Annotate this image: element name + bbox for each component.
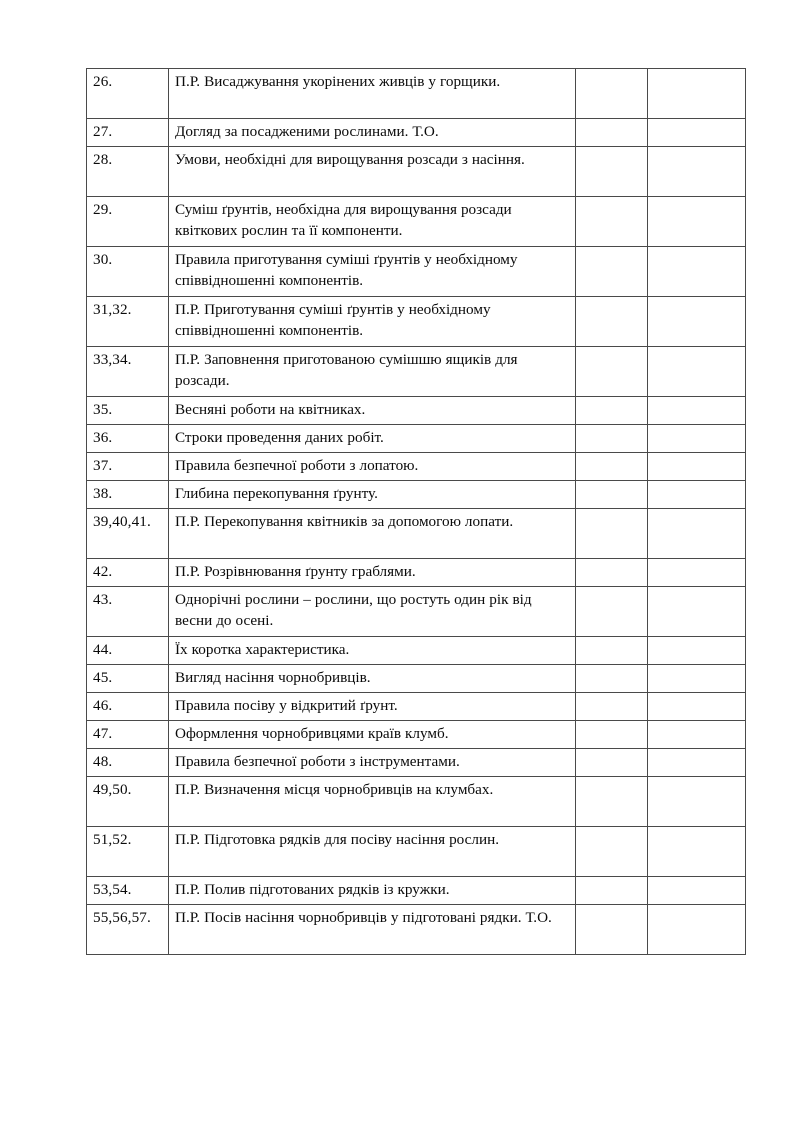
table-row: [87, 425, 746, 453]
table-row: [87, 247, 746, 297]
row-description-cell: Умови, необхідні для вирощування розсади з насіння.: [169, 147, 576, 197]
row-description-cell: П.Р. Підготовка рядків для посіву насіння рослин.: [169, 827, 576, 877]
table-row: [87, 119, 746, 147]
row-blank-cell-2: [648, 397, 746, 425]
row-blank-cell-2: [648, 347, 746, 397]
row-blank-cell-2: [648, 69, 746, 119]
row-number-cell: 31,32.: [87, 297, 169, 347]
table-row: [87, 587, 746, 637]
row-blank-cell-2: [648, 905, 746, 955]
row-blank-cell-1: [576, 119, 648, 147]
row-blank-cell-1: [576, 425, 648, 453]
row-blank-cell-1: [576, 147, 648, 197]
row-blank-cell-2: [648, 827, 746, 877]
row-blank-cell-2: [648, 587, 746, 637]
row-blank-cell-2: [648, 197, 746, 247]
table-row: [87, 397, 746, 425]
row-description-cell: П.Р. Полив підготованих рядків із кружки.: [169, 877, 576, 905]
row-blank-cell-1: [576, 247, 648, 297]
row-number-cell: 51,52.: [87, 827, 169, 877]
row-blank-cell-1: [576, 297, 648, 347]
row-number-cell: 27.: [87, 119, 169, 147]
row-description-cell: Суміш ґрунтів, необхідна для вирощування розсади квіткових рослин та її компоненти.: [169, 197, 576, 247]
table-row: [87, 749, 746, 777]
row-blank-cell-1: [576, 559, 648, 587]
row-description-cell: Вигляд насіння чорнобривців.: [169, 665, 576, 693]
row-blank-cell-1: [576, 749, 648, 777]
row-number-cell: 39,40,41.: [87, 509, 169, 559]
row-number-cell: 49,50.: [87, 777, 169, 827]
row-blank-cell-1: [576, 637, 648, 665]
table-row: [87, 481, 746, 509]
row-blank-cell-1: [576, 777, 648, 827]
row-number-cell: 29.: [87, 197, 169, 247]
row-description-cell: Строки проведення даних робіт.: [169, 425, 576, 453]
table-row: [87, 827, 746, 877]
row-number-cell: 36.: [87, 425, 169, 453]
table-row: [87, 721, 746, 749]
row-blank-cell-1: [576, 69, 648, 119]
row-blank-cell-1: [576, 197, 648, 247]
row-blank-cell-2: [648, 297, 746, 347]
row-blank-cell-2: [648, 559, 746, 587]
row-blank-cell-1: [576, 347, 648, 397]
row-number-cell: 45.: [87, 665, 169, 693]
table-row: [87, 665, 746, 693]
row-blank-cell-2: [648, 481, 746, 509]
row-blank-cell-1: [576, 827, 648, 877]
table-row: [87, 877, 746, 905]
table-row: [87, 509, 746, 559]
row-description-cell: П.Р. Заповнення приготованою сумішшю ящиків для розсади.: [169, 347, 576, 397]
table-body: [87, 69, 746, 955]
table-row: [87, 297, 746, 347]
row-blank-cell-1: [576, 453, 648, 481]
row-description-cell: Правила безпечної роботи з інструментами.: [169, 749, 576, 777]
row-description-cell: П.Р. Розрівнювання ґрунту граблями.: [169, 559, 576, 587]
table-row: [87, 777, 746, 827]
row-description-cell: Оформлення чорнобривцями країв клумб.: [169, 721, 576, 749]
row-description-cell: П.Р. Перекопування квітників за допомогою лопати.: [169, 509, 576, 559]
row-number-cell: 53,54.: [87, 877, 169, 905]
row-number-cell: 47.: [87, 721, 169, 749]
row-description-cell: Весняні роботи на квітниках.: [169, 397, 576, 425]
table-row: [87, 147, 746, 197]
table-row: [87, 69, 746, 119]
row-blank-cell-2: [648, 877, 746, 905]
table-row: [87, 347, 746, 397]
row-description-cell: Догляд за посадженими рослинами. Т.О.: [169, 119, 576, 147]
row-number-cell: 33,34.: [87, 347, 169, 397]
row-description-cell: Правила посіву у відкритий ґрунт.: [169, 693, 576, 721]
row-number-cell: 44.: [87, 637, 169, 665]
table-row: [87, 905, 746, 955]
row-number-cell: 30.: [87, 247, 169, 297]
row-blank-cell-1: [576, 397, 648, 425]
lesson-plan-table: [86, 68, 746, 955]
row-blank-cell-1: [576, 693, 648, 721]
row-number-cell: 55,56,57.: [87, 905, 169, 955]
row-blank-cell-2: [648, 147, 746, 197]
row-blank-cell-1: [576, 721, 648, 749]
table-row: [87, 637, 746, 665]
row-description-cell: П.Р. Посів насіння чорнобривців у підготовані рядки. Т.О.: [169, 905, 576, 955]
table-row: [87, 197, 746, 247]
row-number-cell: 46.: [87, 693, 169, 721]
row-number-cell: 43.: [87, 587, 169, 637]
row-blank-cell-2: [648, 509, 746, 559]
row-description-cell: П.Р. Висаджування укорінених живців у горщики.: [169, 69, 576, 119]
table-row: [87, 559, 746, 587]
row-description-cell: Правила приготування суміші ґрунтів у необхідному співвідношенні компонентів.: [169, 247, 576, 297]
row-blank-cell-1: [576, 905, 648, 955]
row-number-cell: 48.: [87, 749, 169, 777]
row-description-cell: П.Р. Визначення місця чорнобривців на клумбах.: [169, 777, 576, 827]
table-row: [87, 453, 746, 481]
row-blank-cell-2: [648, 425, 746, 453]
row-blank-cell-2: [648, 721, 746, 749]
row-blank-cell-1: [576, 877, 648, 905]
row-blank-cell-2: [648, 119, 746, 147]
row-description-cell: Їх коротка характеристика.: [169, 637, 576, 665]
row-description-cell: П.Р. Приготування суміші ґрунтів у необхідному співвідношенні компонентів.: [169, 297, 576, 347]
row-description-cell: Правила безпечної роботи з лопатою.: [169, 453, 576, 481]
row-number-cell: 42.: [87, 559, 169, 587]
table-row: [87, 693, 746, 721]
row-blank-cell-2: [648, 453, 746, 481]
row-blank-cell-2: [648, 665, 746, 693]
row-blank-cell-2: [648, 777, 746, 827]
row-blank-cell-2: [648, 749, 746, 777]
row-description-cell: Однорічні рослини – рослини, що ростуть один рік від весни до осені.: [169, 587, 576, 637]
row-description-cell: Глибина перекопування ґрунту.: [169, 481, 576, 509]
row-number-cell: 26.: [87, 69, 169, 119]
row-blank-cell-2: [648, 247, 746, 297]
row-blank-cell-2: [648, 693, 746, 721]
row-blank-cell-1: [576, 509, 648, 559]
row-blank-cell-2: [648, 637, 746, 665]
row-number-cell: 38.: [87, 481, 169, 509]
row-blank-cell-1: [576, 665, 648, 693]
row-number-cell: 28.: [87, 147, 169, 197]
row-blank-cell-1: [576, 481, 648, 509]
row-number-cell: 35.: [87, 397, 169, 425]
row-number-cell: 37.: [87, 453, 169, 481]
row-blank-cell-1: [576, 587, 648, 637]
